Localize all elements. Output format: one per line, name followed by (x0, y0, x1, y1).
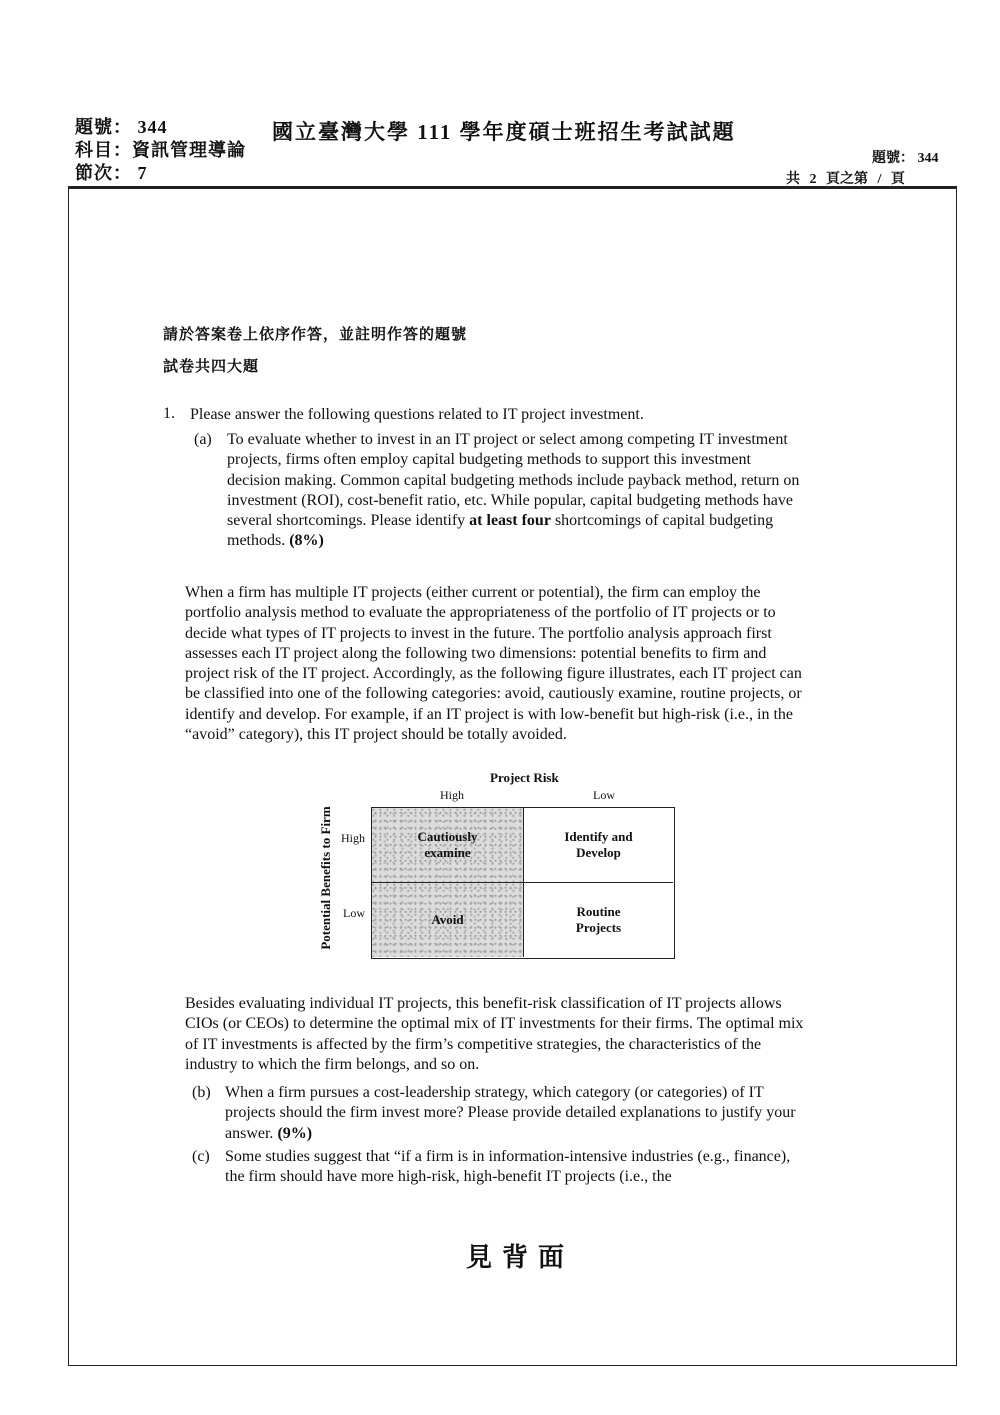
cell-avoid-label: Avoid (431, 912, 464, 927)
part-b-body: When a firm pursues a cost-leadership strategy, which category (or categories) of IT projects should the firm invest more? Please provide detailed explanations to justify your answer. (225, 1084, 796, 1142)
part-a-after: shortcomings of capital budgeting methods. (227, 512, 774, 550)
instruction-line-2: 試卷共四大題 (163, 359, 260, 375)
cell-identify-develop-label: Identify and Develop (564, 829, 633, 860)
cell-routine-projects-label: Routine Projects (575, 904, 622, 935)
cell-cautiously-examine-label: Cautiously examine (417, 829, 478, 860)
part-b-label: (b) (192, 1084, 211, 1101)
see-reverse-side: 見背面 (466, 1243, 575, 1272)
figure-side-axis: Potential Benefits to Firm (318, 806, 333, 950)
figure-col-high: High (440, 788, 464, 802)
figure-col-low: Low (593, 788, 615, 802)
right-exam-number: 題號： 344 (872, 151, 939, 166)
part-a-text (227, 430, 802, 552)
figure-row-low: Low (343, 906, 365, 920)
instruction-line-1: 請於答案卷上依序作答，並註明作答的題號 (163, 327, 468, 343)
part-b-points: (9%) (277, 1124, 313, 1142)
section: 節次： 7 (75, 163, 148, 183)
part-a-points: (8%) (289, 532, 324, 550)
part-a-bold: at least four (469, 512, 551, 530)
cell-identify-develop (524, 808, 673, 883)
exam-title: 國立臺灣大學 111 學年度碩士班招生考試試題 (272, 120, 736, 144)
portfolio-paragraph: When a firm has multiple IT projects (either current or potential), the firm can employ the portfolio analysis method to evaluate the appropriateness of the portfolio of IT projects or to decide what types of IT projects to invest in the future. The portfolio analysis approach first assesses each IT project along the following two dimensions: potential benefits to firm and project risk of the IT project. Accordingly, as the following figure illustrates, each IT project can be classified into one of the following categories: avoid, cautiously examine, routine projects, or identify and develop. For example, if an IT project is with low-benefit but high-risk (i.e., in the “avoid” category), this IT project should be totally avoided. (185, 584, 802, 744)
page-info: 共 2 頁之第 / 頁 (786, 172, 905, 187)
besides-paragraph: Besides evaluating individual IT projects, this benefit-risk classification of IT projects allows CIOs (or CEOs) to determine the optimal mix of IT investments for their firms. The optimal mix of IT investments is affected by the firm’s competitive strategies, the characteristics of the industry to which the firm belongs, and so on. (185, 995, 804, 1073)
question-intro: Please answer the following questions related to IT project investment. (190, 406, 644, 423)
subject: 科目：資訊管理導論 (75, 140, 246, 160)
part-a-body: To evaluate whether to invest in an IT project or select among competing IT investment projects, firms often employ capital budgeting methods to support this investment decision making. Common capital budgeting methods include payback method, return on investment (ROI), cost-benefit ratio, etc. While popular, capital budgeting methods have several shortcomings. Please identify (227, 431, 800, 530)
portfolio-matrix (371, 807, 675, 959)
figure-row-high: High (341, 831, 365, 845)
question-number: 1. (163, 405, 175, 422)
part-c-text: Some studies suggest that “if a firm is in information-intensive industries (e.g., finance), the firm should have more high-risk, high-benefit IT projects (i.e., the (225, 1148, 791, 1186)
cell-routine-projects (524, 883, 673, 957)
exam-number: 題號： 344 (75, 117, 168, 137)
part-c-label: (c) (192, 1148, 210, 1165)
part-a-label: (a) (194, 431, 212, 448)
figure-top-axis: Project Risk (490, 770, 559, 785)
cell-cautiously-examine (372, 808, 524, 883)
cell-avoid (372, 883, 524, 957)
part-b-text (225, 1083, 803, 1144)
